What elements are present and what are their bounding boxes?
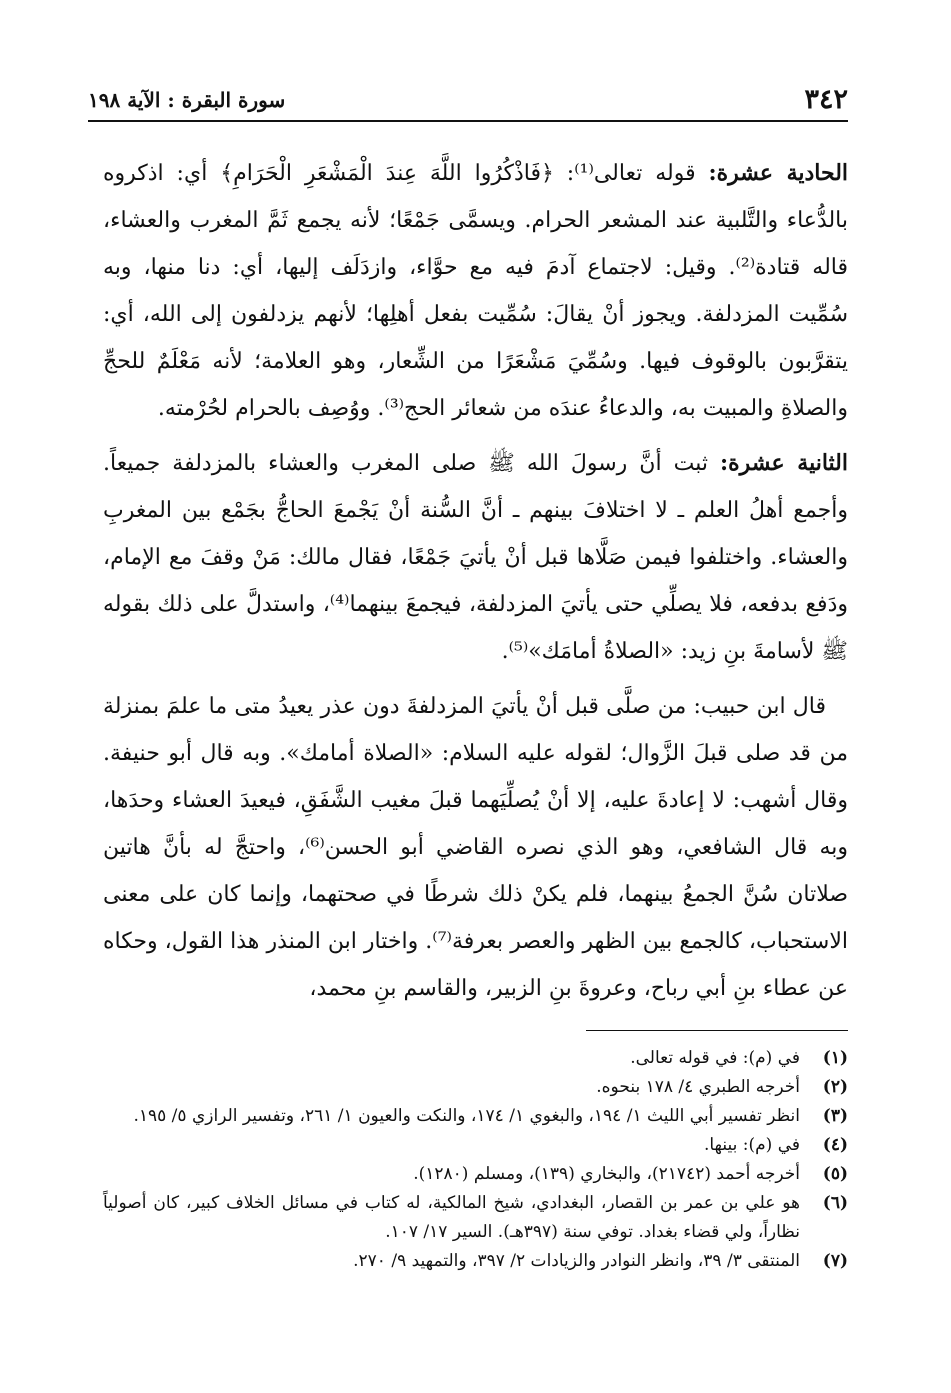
paragraph-ibn-habib bbox=[103, 683, 848, 1012]
paragraph-text: قوله تعالى⁽¹⁾: ﴿فَاذْكُرُوا اللَّهَ عِندَ الْمَشْعَرِ الْحَرَامِ﴾ أي: اذكروه بالدُّعاء والتَّلبية عند المشعر الحرام. ويسمَّى جَمْعًا؛ لأنه يجمع ثَمَّ المغرب والعشاء، قاله قتادة⁽²⁾. وقيل: لاجتماع آدمَ فيه مع حوَّاء، وازدَلَف إليها، أي: دنا منها، وبه سُمِّيت المزدلفة. ويجوز أنْ يقالَ: سُمِّيت بفعل أهلِها؛ لأنهم يزدلفون إلى الله، أي: يتقرَّبون بالوقوف فيها. وسُمِّيَ مَشْعَرًا من الشِّعار، وهو العلامة؛ لأنه مَعْلَمٌ للحجِّ والصلاةِ والمبيت به، والدعاءُ عندَه من شعائر الحج⁽³⁾. ووُصِف بالحرام لحُرْمته. bbox=[103, 161, 849, 421]
footnote-number: (٢) bbox=[822, 1077, 848, 1097]
footnote-text: المنتقى ٣/ ٣٩، وانظر النوادر والزيادات ٢/ ٣٩٧، والتمهيد ٩/ ٢٧٠. bbox=[353, 1251, 800, 1271]
footnote-text: هو علي بن عمر بن القصار، البغدادي، شيخ المالكية، له كتاب في مسائل الخلاف كبير، كان أصولياً نظاراً، ولي قضاء بغداد. توفي سنة (٣٩٧هـ). السير ١٧/ ١٠٧. bbox=[103, 1193, 800, 1242]
paragraph-heading: الحادية عشرة: bbox=[708, 160, 849, 186]
footnote bbox=[103, 1131, 848, 1160]
surah-verse-title: سورة البقرة : الآية ١٩٨ bbox=[88, 88, 286, 112]
footnote-number: (٤) bbox=[822, 1135, 848, 1155]
paragraph-eleventh bbox=[103, 150, 848, 432]
paragraph-text: ثبت أنَّ رسولَ الله ﷺ صلى المغرب والعشاء بالمزدلفة جميعاً. وأجمع أهلُ العلم ـ لا اختلافَ بينهم ـ أنَّ السُّنة أنْ يَجْمعَ الحاجُّ بجَمْع بين المغربِ والعشاء. واختلفوا فيمن صَلَّاها قبل أنْ يأتيَ جَمْعًا، فقال مالك: مَنْ وقفَ مع الإمام، ودَفع بدفعه، فلا يصلِّي حتى يأتيَ المزدلفة، فيجمعَ بينهما⁽⁴⁾، واستدلَّ على ذلك بقوله ﷺ لأسامةَ بنِ زيد: «الصلاةُ أمامَك»⁽⁵⁾. bbox=[103, 451, 848, 664]
footnote-text: أخرجه أحمد (٢١٧٤٢)، والبخاري (١٣٩)، ومسلم (١٢٨٠). bbox=[413, 1164, 800, 1184]
footnotes bbox=[103, 1044, 848, 1276]
footnote bbox=[103, 1160, 848, 1189]
footnote-number: (٥) bbox=[822, 1164, 848, 1184]
footnote-text: في (م): في قوله تعالى. bbox=[630, 1048, 800, 1068]
footnote-text: أخرجه الطبري ٤/ ١٧٨ بنحوه. bbox=[596, 1077, 800, 1097]
page-number: ٣٤٢ bbox=[804, 84, 848, 115]
header-rule bbox=[88, 120, 848, 122]
footnote bbox=[103, 1102, 848, 1131]
footnote-number: (٧) bbox=[822, 1251, 848, 1271]
paragraph-heading: الثانية عشرة: bbox=[720, 450, 848, 476]
footnote-number: (٦) bbox=[822, 1193, 848, 1213]
main-text bbox=[103, 150, 848, 1012]
footnote-separator bbox=[586, 1030, 848, 1031]
footnote bbox=[103, 1247, 848, 1276]
footnote-text: انظر تفسير أبي الليث ١/ ١٩٤، والبغوي ١/ ١٧٤، والنكت والعيون ١/ ٢٦١، وتفسير الرازي ٥/ ١٩٥. bbox=[133, 1106, 800, 1126]
paragraph-twelfth bbox=[103, 440, 848, 675]
footnote bbox=[103, 1189, 848, 1247]
footnote-text: في (م): بينها. bbox=[703, 1135, 800, 1155]
footnote bbox=[103, 1044, 848, 1073]
footnote-number: (٣) bbox=[822, 1106, 848, 1126]
paragraph-text: قال ابن حبيب: من صلَّى قبل أنْ يأتيَ المزدلفةَ دون عذر يعيدُ متى ما علمَ بمنزلة من قد صلى قبلَ الزَّوال؛ لقوله عليه السلام: «الصلاة أمامك». وبه قال أبو حنيفة. وقال أشهب: لا إعادةَ عليه، إلا أنْ يُصلِّيَهما قبلَ مغيب الشَّفَقِ، فيعيدَ العشاء وحدَها، وبه قال الشافعي، وهو الذي نصره القاضي أبو الحسن⁽⁶⁾، واحتجَّ له بأنَّ هاتين صلاتان سُنَّ الجمعُ بينهما، فلم يكنْ ذلك شرطًا في صحتهما، وإنما كان على معنى الاستحباب، كالجمع بين الظهر والعصر بعرفة⁽⁷⁾. واختار ابن المنذر هذا القول، وحكاه عن عطاء بنِ أبي رباح، وعروةَ بنِ الزبير، والقاسم بنِ محمد، bbox=[103, 694, 849, 1001]
footnote bbox=[103, 1073, 848, 1102]
footnote-number: (١) bbox=[822, 1048, 848, 1068]
running-header bbox=[88, 82, 848, 122]
